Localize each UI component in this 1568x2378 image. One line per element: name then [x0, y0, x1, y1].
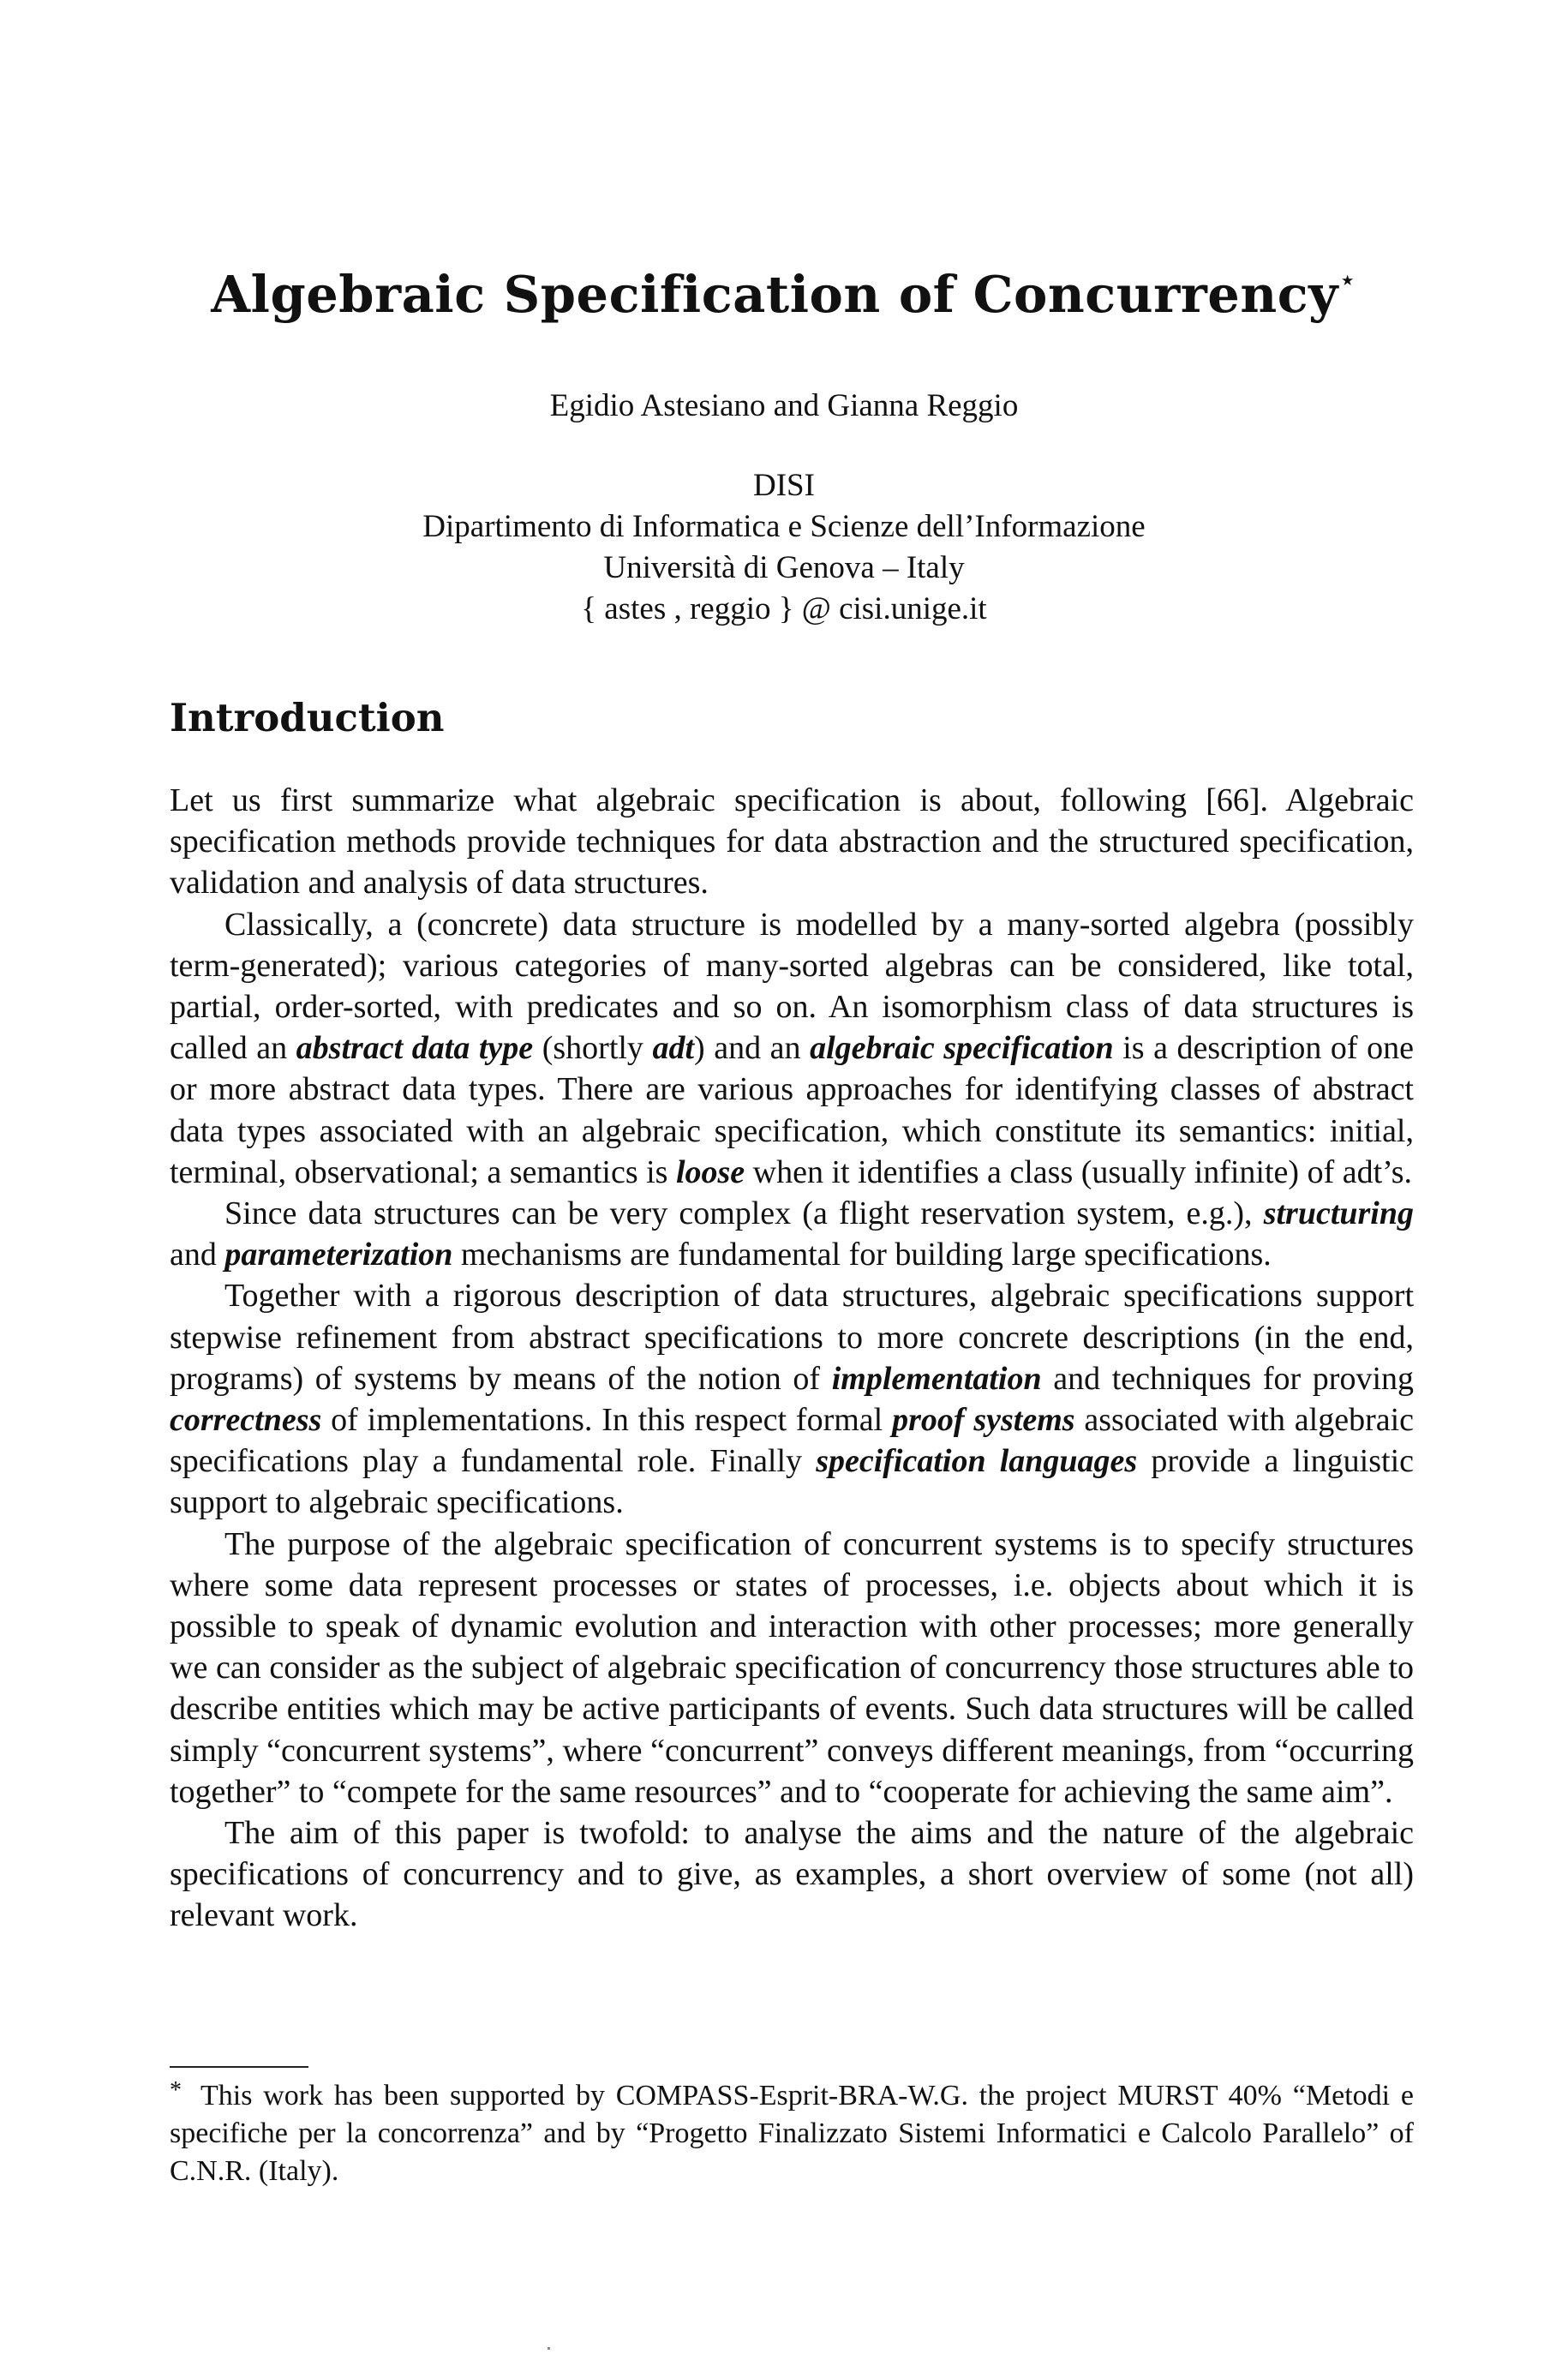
paragraph-5: The purpose of the algebraic specification of concurrent systems is to specify structures where some data represent processes or states of processes, i.e. objects about which it is possible to speak of dynamic evolution and interaction with other processes; more generally we can consider as the subject of algebraic specification of concurrency those structures able to describe entities which may be active participants of events. Such data structures will be called simply “concurrent systems”, where “concurrent” conveys different meanings, from “occurring together” to “compete for the same resources” and to “cooperate for achieving the same aim”. [170, 1525, 1414, 1810]
p4-text-e: provide a linguistic support to algebraic specifications. [170, 1443, 1414, 1521]
p2-term-algebraic-spec: algebraic specification [810, 1030, 1114, 1067]
title-footnote-mark: ⋆ [1338, 263, 1357, 297]
p4-term-correctness: correctness [170, 1402, 322, 1439]
p4-term-implementation: implementation [831, 1360, 1042, 1397]
p4-text-a: Together with a rigorous description of data structures, algebraic specifications support stepwise refinement from abstract specifications to more concrete descriptions (in the end, programs) of systems by means of the notion of [170, 1278, 1414, 1397]
affiliation-email: { astes , reggio } @ cisi.unige.it [581, 591, 987, 626]
p4-term-spec-languages: specification languages [816, 1443, 1138, 1480]
scan-speck [548, 2347, 550, 2350]
affiliation-block [0, 465, 1568, 630]
p2-term-adt-short: adt [652, 1030, 695, 1067]
paper-title [0, 246, 1568, 329]
paragraph-2 [170, 904, 1414, 1193]
affiliation-university: Università di Genova – Italy [603, 550, 965, 585]
p4-text-d: associated with algebraic specifications play a fundamental role. Finally [170, 1402, 1415, 1480]
footnote-mark: * [170, 2077, 182, 2104]
p2-term-loose: loose [675, 1153, 745, 1190]
paragraph-4 [170, 1275, 1414, 1523]
p2-text-c: ) and an [694, 1030, 811, 1067]
body-text [170, 780, 1414, 1937]
footnote [170, 2072, 1414, 2190]
p3-term-structuring: structuring [1263, 1195, 1414, 1232]
p2-term-adt: abstract data type [296, 1030, 534, 1067]
p2-text-d: is a description of one or more abstract data types. There are various approaches for identifying classes of abstract data types associated with an algebraic specification, which constitute its semantics: initial, terminal, observational; a semantics is [170, 1030, 1414, 1190]
p2-text-e: when it identifies a class (usually infinite) of adt’s. [745, 1153, 1412, 1190]
p3-text-a: Since data structures can be very complex (a flight reservation system, e.g.), [224, 1195, 1264, 1232]
paragraph-6: The aim of this paper is twofold: to analyse the aims and the nature of the algebraic specifications of concurrency and to give, as examples, a short overview of some (not all) relevant work. [170, 1815, 1414, 1934]
p4-text-c: of implementations. In this respect formal [321, 1402, 893, 1439]
p4-term-proof-systems: proof systems [892, 1402, 1075, 1439]
affiliation-short: DISI [753, 468, 815, 503]
p2-text-a: Classically, a (concrete) data structure is modelled by a many-sorted algebra (possibly term-generated); various categories of many-sorted algebras can be considered, like total, partial, order-sorted, with predicates and so on. An isomorphism class of data structures is called an [170, 906, 1414, 1067]
paragraph-1: Let us first summarize what algebraic specification is about, following [66]. Algebraic specification methods provide techniques for data abstraction and the structured specification, validation and analysis of data structures. [170, 782, 1414, 901]
p3-text-c: mechanisms are fundamental for building large specifications. [452, 1237, 1272, 1273]
p3-term-parameterization: parameterization [224, 1237, 453, 1273]
p4-text-b: and techniques for proving [1041, 1360, 1415, 1397]
p2-text-b: (shortly [533, 1030, 653, 1067]
paper-title-text: Algebraic Specification of Concurrency [211, 265, 1338, 324]
affiliation-department: Dipartimento di Informatica e Scienze dell’Informazione [422, 509, 1146, 544]
footnote-text: This work has been supported by COMPASS-Esprit-BRA-W.G. the project MURST 40% “Metodi e specifiche per la concorrenza” and by “Progetto Finalizzato Sistemi Informatici e Calcolo Parallelo” of C.N.R. (Italy). [170, 2080, 1414, 2187]
paragraph-3 [170, 1193, 1414, 1275]
section-heading: Introduction [170, 695, 445, 740]
p3-text-b: and [170, 1237, 225, 1273]
author-names: Egidio Astesiano and Gianna Reggio [549, 388, 1019, 423]
footnote-rule [170, 2066, 308, 2068]
